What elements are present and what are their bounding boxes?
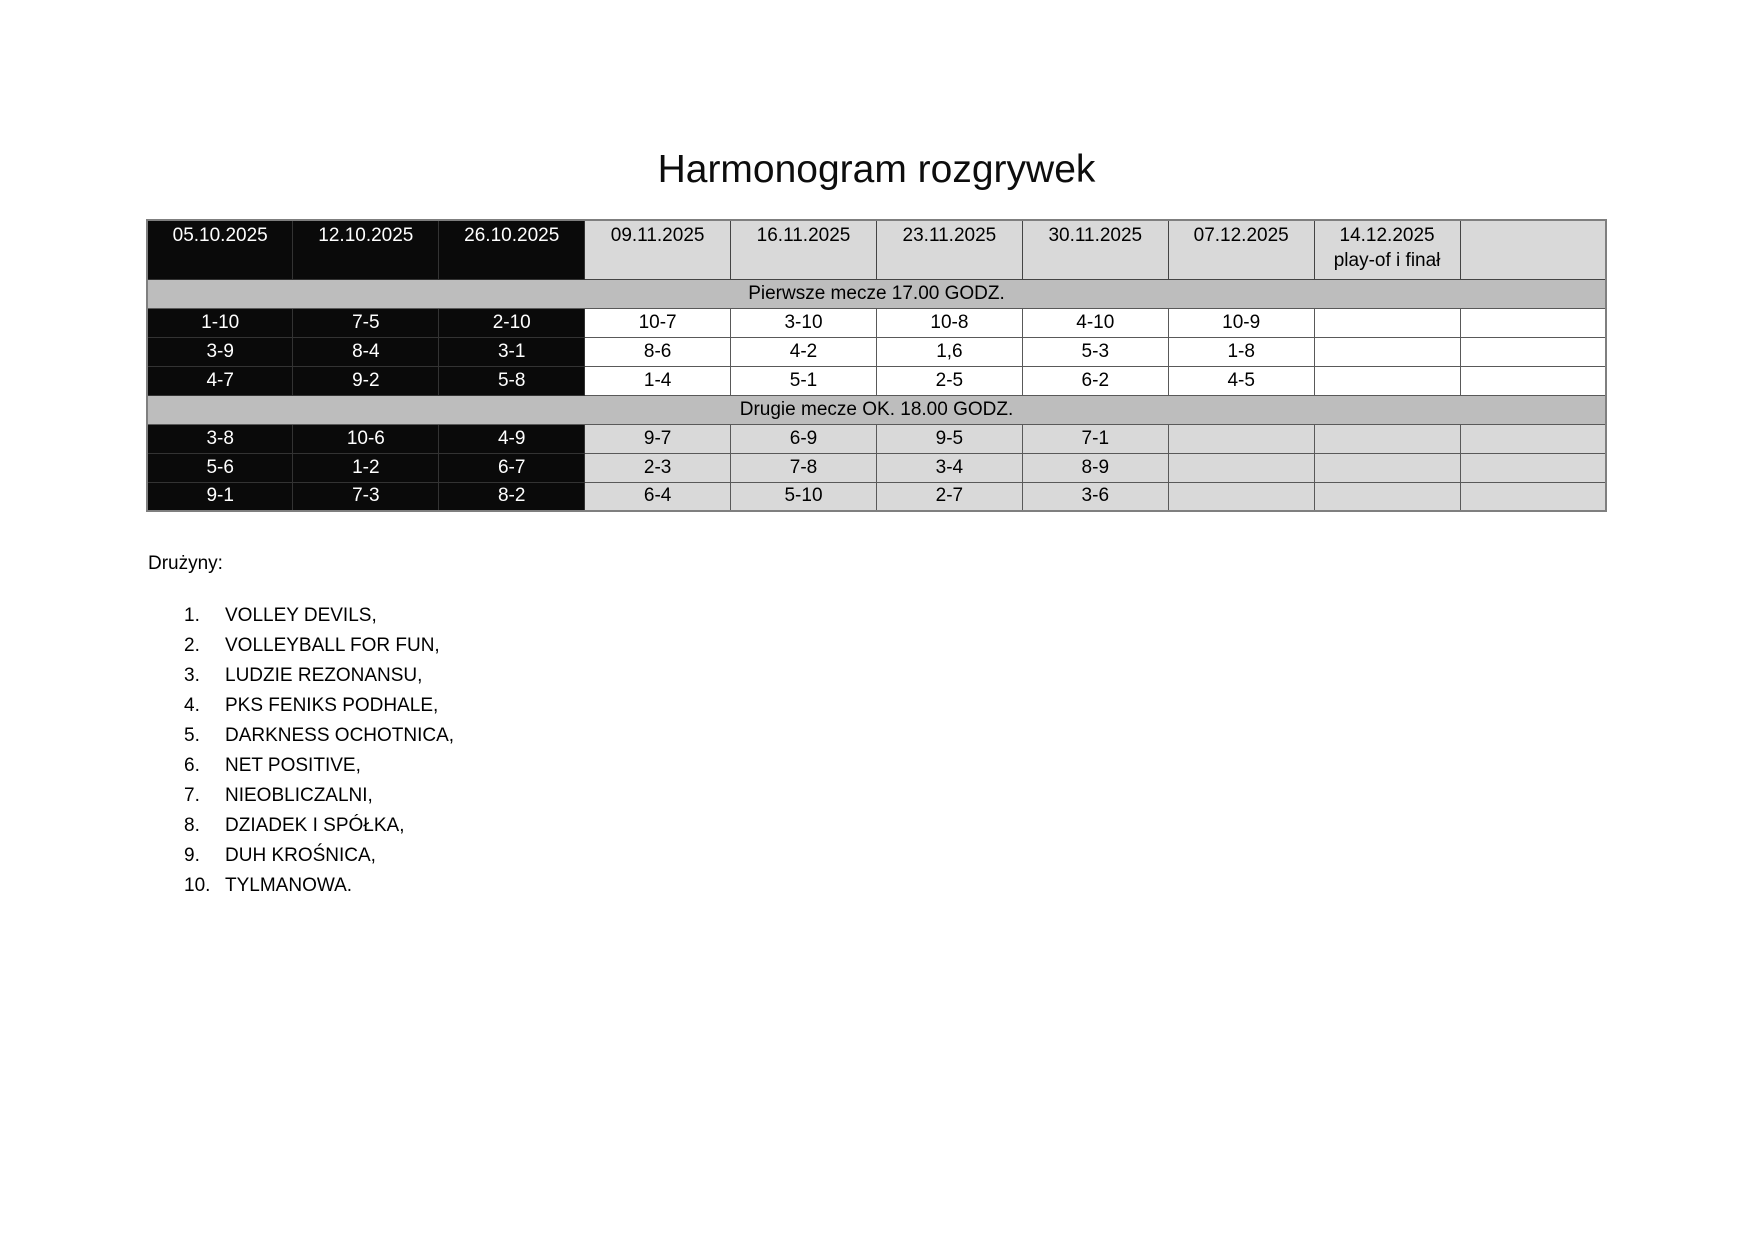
match-cell bbox=[1314, 308, 1460, 337]
match-cell: 3-1 bbox=[439, 337, 585, 366]
match-cell bbox=[1460, 482, 1606, 511]
match-cell: 8-9 bbox=[1022, 453, 1168, 482]
date-header-cell bbox=[585, 220, 731, 279]
match-cell: 6-7 bbox=[439, 453, 585, 482]
team-name: NET POSITIVE, bbox=[225, 755, 361, 776]
date-header-cell bbox=[147, 220, 293, 279]
match-cell bbox=[1460, 453, 1606, 482]
match-cell: 4-10 bbox=[1022, 308, 1168, 337]
match-cell: 4-2 bbox=[731, 337, 877, 366]
team-item bbox=[184, 631, 454, 661]
match-cell: 3-9 bbox=[147, 337, 293, 366]
match-cell: 1-10 bbox=[147, 308, 293, 337]
match-cell bbox=[1314, 337, 1460, 366]
team-name: VOLLEYBALL FOR FUN, bbox=[225, 635, 440, 656]
team-item bbox=[184, 721, 454, 751]
section-band-label: Pierwsze mecze 17.00 GODZ. bbox=[147, 279, 1606, 308]
match-cell: 10-8 bbox=[876, 308, 1022, 337]
match-cell: 6-9 bbox=[731, 424, 877, 453]
team-item bbox=[184, 751, 454, 781]
schedule-table bbox=[146, 219, 1607, 512]
match-cell bbox=[1168, 453, 1314, 482]
match-cell: 3-8 bbox=[147, 424, 293, 453]
match-cell: 8-6 bbox=[585, 337, 731, 366]
team-item bbox=[184, 841, 454, 871]
team-number: 7. bbox=[184, 785, 200, 806]
match-cell: 9-5 bbox=[876, 424, 1022, 453]
match-cell bbox=[1314, 366, 1460, 395]
date-label: 16.11.2025 bbox=[756, 225, 851, 246]
match-cell: 6-2 bbox=[1022, 366, 1168, 395]
match-cell: 5-6 bbox=[147, 453, 293, 482]
team-number: 8. bbox=[184, 815, 200, 836]
team-name: VOLLEY DEVILS, bbox=[225, 605, 377, 626]
match-cell: 5-3 bbox=[1022, 337, 1168, 366]
match-cell: 5-10 bbox=[731, 482, 877, 511]
date-header-cell bbox=[876, 220, 1022, 279]
match-cell: 4-9 bbox=[439, 424, 585, 453]
match-cell: 1-8 bbox=[1168, 337, 1314, 366]
team-name: DZIADEK I SPÓŁKA, bbox=[225, 815, 405, 836]
match-cell: 4-5 bbox=[1168, 366, 1314, 395]
match-row bbox=[147, 482, 1606, 511]
team-item bbox=[184, 871, 454, 901]
team-name: TYLMANOWA. bbox=[225, 875, 353, 896]
match-cell bbox=[1314, 482, 1460, 511]
match-cell: 7-5 bbox=[293, 308, 439, 337]
team-name: DARKNESS OCHOTNICA, bbox=[225, 725, 455, 746]
match-cell: 3-10 bbox=[731, 308, 877, 337]
match-cell bbox=[1168, 424, 1314, 453]
schedule-body bbox=[147, 279, 1606, 511]
match-cell bbox=[1460, 424, 1606, 453]
team-name: NIEOBLICZALNI, bbox=[225, 785, 373, 806]
team-item bbox=[184, 691, 454, 721]
match-cell: 3-6 bbox=[1022, 482, 1168, 511]
match-cell: 7-3 bbox=[293, 482, 439, 511]
match-cell: 1-2 bbox=[293, 453, 439, 482]
team-name: DUH KROŚNICA, bbox=[225, 845, 376, 866]
schedule-header bbox=[147, 220, 1606, 279]
match-cell: 10-6 bbox=[293, 424, 439, 453]
team-number: 4. bbox=[184, 695, 200, 716]
team-item bbox=[184, 811, 454, 841]
match-cell: 9-1 bbox=[147, 482, 293, 511]
match-cell: 2-3 bbox=[585, 453, 731, 482]
team-item bbox=[184, 601, 454, 631]
match-cell: 9-2 bbox=[293, 366, 439, 395]
date-header-cell bbox=[439, 220, 585, 279]
match-cell: 2-5 bbox=[876, 366, 1022, 395]
team-number: 6. bbox=[184, 755, 200, 776]
date-label: 09.11.2025 bbox=[610, 225, 705, 246]
team-item bbox=[184, 781, 454, 811]
date-label: 30.11.2025 bbox=[1048, 225, 1143, 246]
team-number: 10. bbox=[184, 875, 211, 896]
match-cell bbox=[1460, 337, 1606, 366]
date-label: 23.11.2025 bbox=[902, 225, 997, 246]
match-row bbox=[147, 337, 1606, 366]
team-number: 5. bbox=[184, 725, 200, 746]
match-row bbox=[147, 366, 1606, 395]
date-header-cell bbox=[731, 220, 877, 279]
match-cell: 2-10 bbox=[439, 308, 585, 337]
date-label: 05.10.2025 bbox=[172, 225, 268, 246]
match-cell bbox=[1460, 308, 1606, 337]
section-band-row bbox=[147, 279, 1606, 308]
match-cell bbox=[1314, 453, 1460, 482]
match-cell: 3-4 bbox=[876, 453, 1022, 482]
match-cell: 4-7 bbox=[147, 366, 293, 395]
team-number: 9. bbox=[184, 845, 200, 866]
date-header-cell bbox=[1314, 220, 1460, 279]
match-cell: 8-2 bbox=[439, 482, 585, 511]
match-row bbox=[147, 308, 1606, 337]
match-cell: 10-7 bbox=[585, 308, 731, 337]
match-cell: 9-7 bbox=[585, 424, 731, 453]
match-cell: 6-4 bbox=[585, 482, 731, 511]
team-number: 2. bbox=[184, 635, 200, 656]
date-header-cell bbox=[293, 220, 439, 279]
date-label: 07.12.2025 bbox=[1193, 225, 1289, 246]
team-list bbox=[184, 601, 454, 901]
page-title: Harmonogram rozgrywek bbox=[657, 148, 1096, 191]
team-name: PKS FENIKS PODHALE, bbox=[225, 695, 439, 716]
date-header-cell bbox=[1022, 220, 1168, 279]
date-header-cell bbox=[1460, 220, 1606, 279]
date-label: 26.10.2025 bbox=[464, 225, 560, 246]
match-cell: 1-4 bbox=[585, 366, 731, 395]
match-cell: 10-9 bbox=[1168, 308, 1314, 337]
date-header-cell bbox=[1168, 220, 1314, 279]
teams-heading: Drużyny: bbox=[148, 553, 223, 574]
match-row bbox=[147, 424, 1606, 453]
date-label: 14.12.2025 bbox=[1339, 225, 1435, 246]
match-cell: 5-8 bbox=[439, 366, 585, 395]
team-number: 1. bbox=[184, 605, 200, 626]
team-name: LUDZIE REZONANSU, bbox=[225, 665, 423, 686]
match-cell bbox=[1460, 366, 1606, 395]
team-number: 3. bbox=[184, 665, 200, 686]
match-cell: 7-1 bbox=[1022, 424, 1168, 453]
match-cell bbox=[1314, 424, 1460, 453]
match-cell: 5-1 bbox=[731, 366, 877, 395]
match-cell bbox=[1168, 482, 1314, 511]
date-label: 12.10.2025 bbox=[318, 225, 414, 246]
section-band-label: Drugie mecze OK. 18.00 GODZ. bbox=[147, 395, 1606, 424]
team-item bbox=[184, 661, 454, 691]
date-note: play-of i finał bbox=[1333, 250, 1441, 271]
match-cell: 2-7 bbox=[876, 482, 1022, 511]
header-row bbox=[147, 220, 1606, 279]
section-band-row bbox=[147, 395, 1606, 424]
match-row bbox=[147, 453, 1606, 482]
match-cell: 7-8 bbox=[731, 453, 877, 482]
match-cell: 1,6 bbox=[876, 337, 1022, 366]
match-cell: 8-4 bbox=[293, 337, 439, 366]
